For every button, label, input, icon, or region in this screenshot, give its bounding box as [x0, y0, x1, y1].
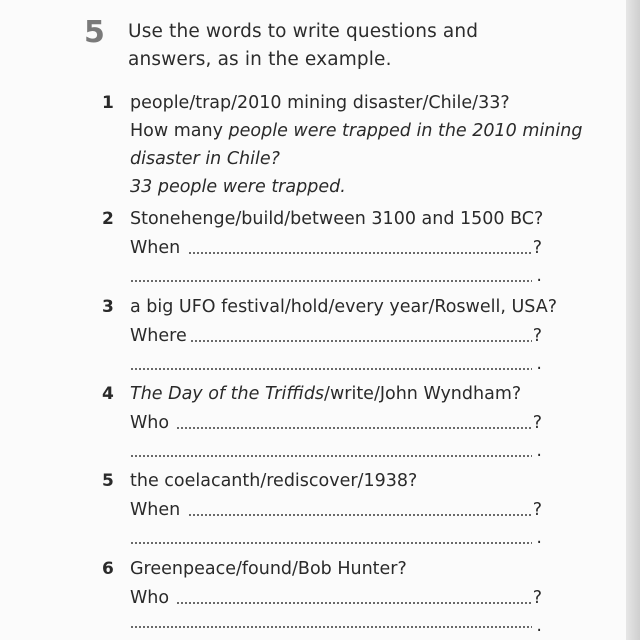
- question-mark: ?: [532, 588, 542, 608]
- question-word: Who: [130, 588, 170, 608]
- answer-dotted-line[interactable]: [130, 368, 532, 370]
- instruction-line-2: answers, as in the example.: [128, 49, 392, 70]
- example-question-lead: How many: [130, 121, 223, 141]
- question-mark: ?: [532, 326, 542, 346]
- question-line[interactable]: [130, 409, 542, 437]
- question-dotted-line[interactable]: [188, 514, 532, 516]
- item-number: 3: [102, 297, 114, 317]
- answer-line[interactable]: [130, 524, 542, 552]
- example-question-line-1: [130, 117, 582, 145]
- answer-line[interactable]: [130, 262, 542, 290]
- answer-dotted-line[interactable]: [130, 542, 532, 544]
- item-prompt: a big UFO festival/hold/every year/Roswell, USA?: [130, 297, 557, 317]
- question-mark: ?: [532, 238, 542, 258]
- exercise-instruction: [128, 18, 588, 74]
- book-title: The Day of the Triffids: [130, 384, 325, 404]
- item-number: 1: [102, 93, 114, 113]
- item-number: 5: [102, 471, 114, 491]
- question-line[interactable]: [130, 234, 542, 262]
- item-number: 4: [102, 384, 114, 404]
- question-word: When: [130, 500, 181, 520]
- item-prompt: Stonehenge/build/between 3100 and 1500 BC?: [130, 209, 544, 229]
- question-dotted-line[interactable]: [176, 602, 532, 604]
- question-word: Where: [130, 326, 187, 346]
- answer-period: .: [536, 616, 542, 636]
- item-number: 2: [102, 209, 114, 229]
- page-edge-shadow: [626, 0, 640, 640]
- item-prompt: Greenpeace/found/Bob Hunter?: [130, 559, 407, 579]
- question-word: When: [130, 238, 181, 258]
- answer-dotted-line[interactable]: [130, 455, 532, 457]
- answer-period: .: [536, 441, 542, 461]
- question-line[interactable]: [130, 496, 542, 524]
- item-prompt: [130, 380, 521, 408]
- question-mark: ?: [532, 500, 542, 520]
- answer-period: .: [536, 266, 542, 286]
- answer-line[interactable]: [130, 612, 542, 636]
- question-dotted-line[interactable]: [176, 427, 532, 429]
- item-prompt-rest: /write/John Wyndham?: [324, 384, 522, 404]
- item-number: 6: [102, 559, 114, 579]
- example-question-text: people were trapped in the 2010 mining: [228, 121, 583, 141]
- example-answer: 33 people were trapped.: [130, 177, 346, 197]
- answer-period: .: [536, 528, 542, 548]
- question-line[interactable]: [130, 584, 542, 612]
- question-word: Who: [130, 413, 170, 433]
- question-dotted-line[interactable]: [190, 340, 532, 342]
- question-dotted-line[interactable]: [188, 252, 532, 254]
- exercise-number: 5: [84, 15, 105, 50]
- answer-dotted-line[interactable]: [130, 626, 532, 628]
- question-line[interactable]: [130, 322, 542, 350]
- answer-line[interactable]: [130, 437, 542, 465]
- example-question-line-2: disaster in Chile?: [130, 149, 280, 169]
- question-mark: ?: [532, 413, 542, 433]
- item-prompt: the coelacanth/rediscover/1938?: [130, 471, 418, 491]
- answer-dotted-line[interactable]: [130, 280, 532, 282]
- answer-line[interactable]: [130, 350, 542, 378]
- instruction-line-1: Use the words to write questions and: [128, 21, 479, 42]
- item-prompt: people/trap/2010 mining disaster/Chile/33?: [130, 93, 510, 113]
- answer-period: .: [536, 354, 542, 374]
